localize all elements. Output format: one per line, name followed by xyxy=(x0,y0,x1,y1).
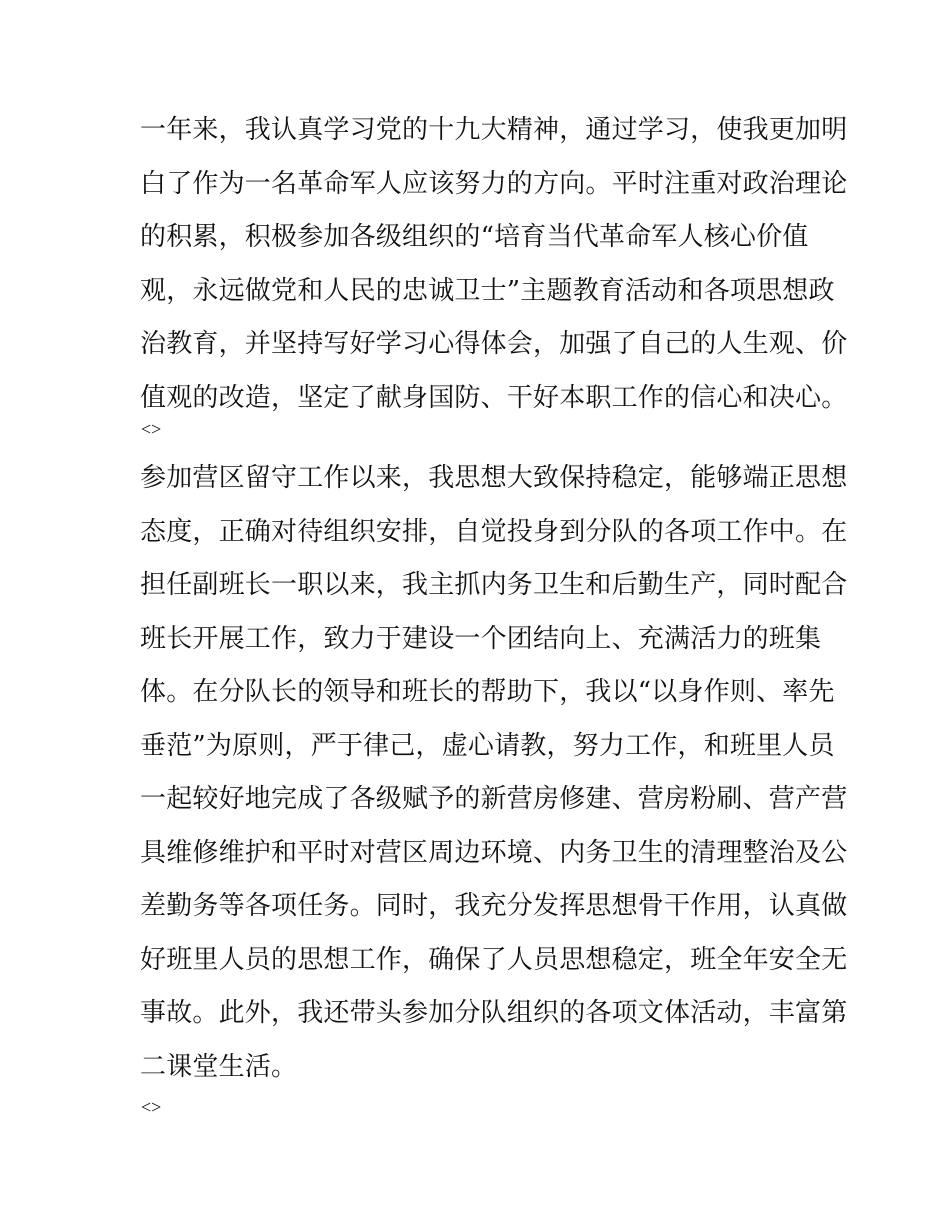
paragraph-1-line-1: 一年来，我认真学习党的十九大精神，通过学习，使我更加明 xyxy=(140,115,848,145)
paragraph-2-line-8: 具维修维护和平时对营区周边环境、内务卫生的清理整治及公 xyxy=(140,838,848,868)
paragraph-2-line-9: 差勤务等各项任务。同时，我充分发挥思想骨干作用，认真做 xyxy=(140,891,848,921)
paragraph-2-line-6: 垂范”为原则，严于律己，虚心请教，努力工作，和班里人员 xyxy=(140,731,835,761)
paragraph-2-line-3: 担任副班长一职以来，我主抓内务卫生和后勤生产，同时配合 xyxy=(140,570,848,600)
paragraph-2-line-5: 体。在分队长的领导和班长的帮助下，我以“以身作则、率先 xyxy=(140,677,835,707)
paragraph-2-break-marker: <> xyxy=(141,1097,162,1117)
paragraph-2-line-12: 二课堂生活。 xyxy=(140,1052,298,1082)
paragraph-2-line-4: 班长开展工作，致力于建设一个团结向上、充满活力的班集 xyxy=(140,624,822,654)
paragraph-2-line-1: 参加营区留守工作以来，我思想大致保持稳定，能够端正思想 xyxy=(140,463,848,493)
paragraph-1-break-marker: <> xyxy=(141,419,162,439)
paragraph-1-line-4: 观，永远做党和人民的忠诚卫士”主题教育活动和各项思想政 xyxy=(140,276,835,306)
paragraph-2-line-7: 一起较好地完成了各级赋予的新营房修建、营房粉刷、营产营 xyxy=(140,784,848,814)
paragraph-2-line-11: 事故。此外，我还带头参加分队组织的各项文体活动，丰富第 xyxy=(140,998,848,1028)
paragraph-1-line-3: 的积累，积极参加各级组织的“培育当代革命军人核心价值 xyxy=(140,222,809,252)
paragraph-2-line-10: 好班里人员的思想工作，确保了人员思想稳定，班全年安全无 xyxy=(140,945,848,975)
paragraph-1-line-6: 值观的改造，坚定了献身国防、干好本职工作的信心和决心。 xyxy=(140,383,848,413)
paragraph-1-line-2: 白了作为一名革命军人应该努力的方向。平时注重对政治理论 xyxy=(140,169,848,199)
paragraph-2-line-2: 态度，正确对待组织安排，自觉投身到分队的各项工作中。在 xyxy=(140,517,848,547)
paragraph-1-line-5: 治教育，并坚持写好学习心得体会，加强了自己的人生观、价 xyxy=(140,329,848,359)
